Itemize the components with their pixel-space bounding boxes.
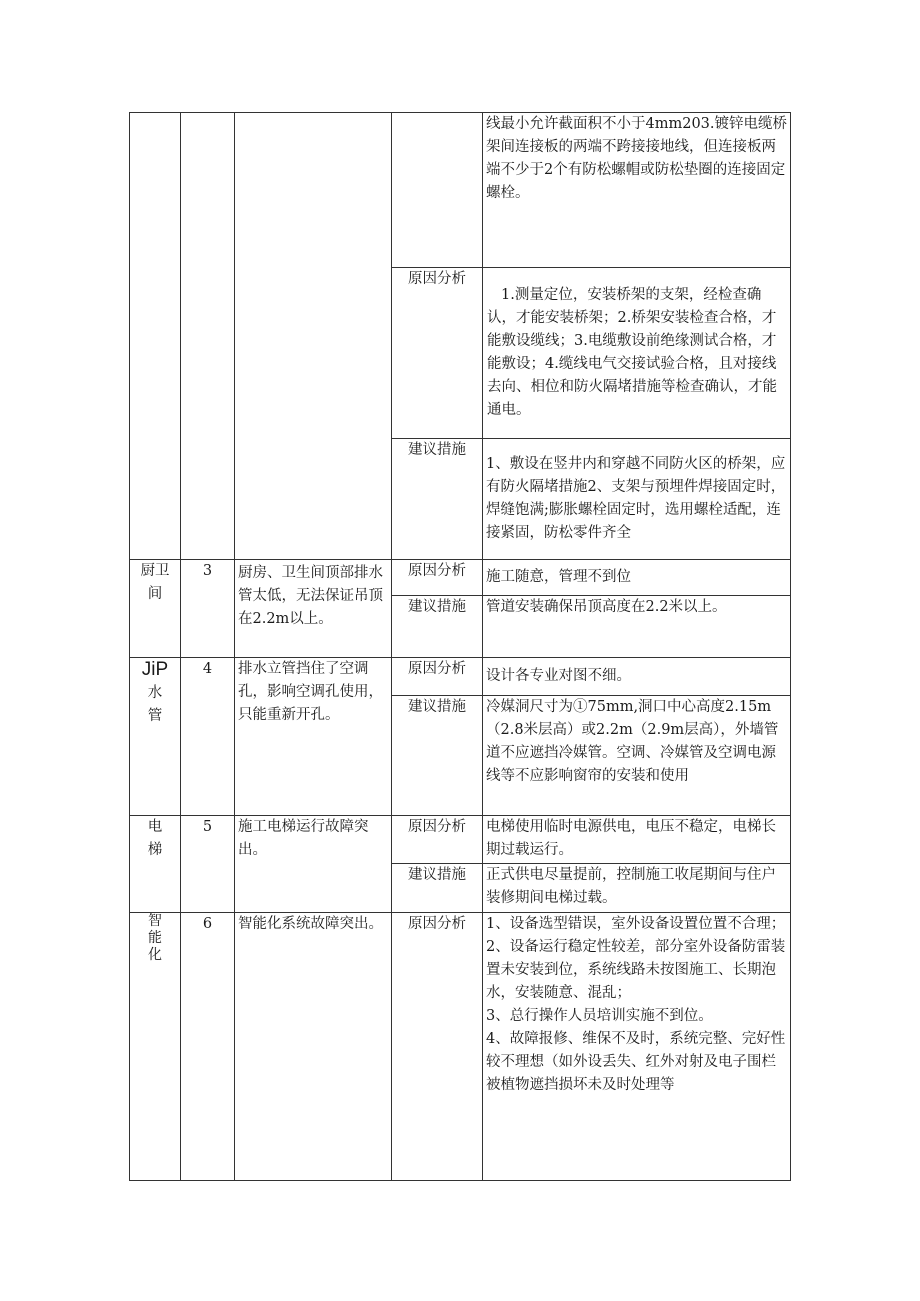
cable-grounding-content: 线最小允许截面积不小于4mm203.镀锌电缆桥架间连接板的两端不跨接接地线，但连接板两端不少于2个有防松螺帽或防松垫圈的连接固定螺栓。 (483, 113, 791, 268)
row-number-3: 3 (181, 560, 235, 658)
table-row (130, 560, 791, 596)
row-number-6: 6 (181, 913, 235, 1181)
issue-elevator: 施工电梯运行故障突出。 (235, 816, 392, 913)
table-row (130, 113, 791, 268)
table-row (130, 816, 791, 864)
cause-line: 2、设备运行稳定性较差，部分室外设备防雷装置未安装到位，系统线路未按图施工、长期泡水，安装随意、混乱； (486, 939, 786, 1001)
cause-content: 设计各专业对图不细。 (483, 658, 791, 696)
cause-label: 原因分析 (392, 268, 483, 439)
number-cell-blank (181, 113, 235, 560)
row-number-5: 5 (181, 816, 235, 913)
category-water-text: 水管 (147, 685, 163, 724)
measure-label: 建议措施 (392, 864, 483, 913)
table-row (130, 913, 791, 1181)
category-kitchen-text: 厨卫间 (140, 563, 170, 602)
measure-label: 建议措施 (392, 696, 483, 816)
issue-water: 排水立管挡住了空调孔，影响空调孔使用，只能重新开孔。 (235, 658, 392, 816)
category-cell-blank (130, 113, 181, 560)
cause-label: 原因分析 (392, 560, 483, 596)
cause-label: 原因分析 (392, 658, 483, 696)
cause-line: 1、设备选型错误，室外设备设置位置不合理； (486, 916, 786, 932)
category-water-prefix: JiP (141, 659, 169, 680)
category-smart (130, 913, 181, 1181)
measure-label: 建议措施 (392, 596, 483, 658)
cause-label: 原因分析 (392, 913, 483, 1181)
cause-label: 原因分析 (392, 816, 483, 864)
defect-analysis-table (129, 112, 791, 1181)
measure-label: 建议措施 (392, 439, 483, 560)
issue-kitchen: 厨房、卫生间顶部排水管太低，无法保证吊顶在2.2m以上。 (235, 560, 392, 658)
category-water (130, 658, 181, 816)
measure-content: 管道安装确保吊顶高度在2.2米以上。 (483, 596, 791, 658)
category-kitchen (130, 560, 181, 658)
cause-text: 1.测量定位，安装桥架的支架，经检查确认，才能安装桥架；2.桥架安装检查合格，才能敷设缆线；3.电缆敷设前绝缘测试合格，才能敷设；4.缆线电气交接试验合格，且对接线去向、相位和防火隔堵措施等检查确认，才能通电。 (487, 287, 777, 418)
measure-content: 1、敷设在竖井内和穿越不同防火区的桥架，应有防火隔堵措施2、支架与预埋件焊接固定时，焊缝饱满;膨胀螺栓固定时，选用螺栓适配，连接紧固，防松零件齐全 (483, 439, 791, 560)
issue-smart: 智能化系统故障突出。 (235, 913, 392, 1181)
category-elevator-text: 电梯 (147, 819, 163, 858)
measure-content: 冷媒洞尺寸为①75mm,洞口中心高度2.15m（2.8米层高）或2.2m（2.9m层高），外墙管道不应遮挡冷媒管。空调、冷媒管及空调电源线等不应影响窗帘的安装和使用 (483, 696, 791, 816)
cause-content (483, 913, 791, 1181)
category-elevator (130, 816, 181, 913)
cause-content: 电梯使用临时电源供电，电压不稳定，电梯长期过载运行。 (483, 816, 791, 864)
cause-content (483, 268, 791, 439)
measure-content: 正式供电尽量提前，控制施工收尾期间与住户装修期间电梯过载。 (483, 864, 791, 913)
label-cell-blank (392, 113, 483, 268)
issue-cell-blank (235, 113, 392, 560)
cause-content: 施工随意，管理不到位 (483, 560, 791, 596)
cause-line: 3、总行操作人员培训实施不到位。 (486, 1008, 713, 1024)
cause-line: 4、故障报修、维保不及时，系统完整、完好性较不理想（如外设丢失、红外对射及电子围栏被植物遮挡损坏未及时处理等 (486, 1031, 786, 1093)
row-number-4: 4 (181, 658, 235, 816)
category-smart-text: 智能化 (148, 913, 162, 963)
table-row (130, 658, 791, 696)
